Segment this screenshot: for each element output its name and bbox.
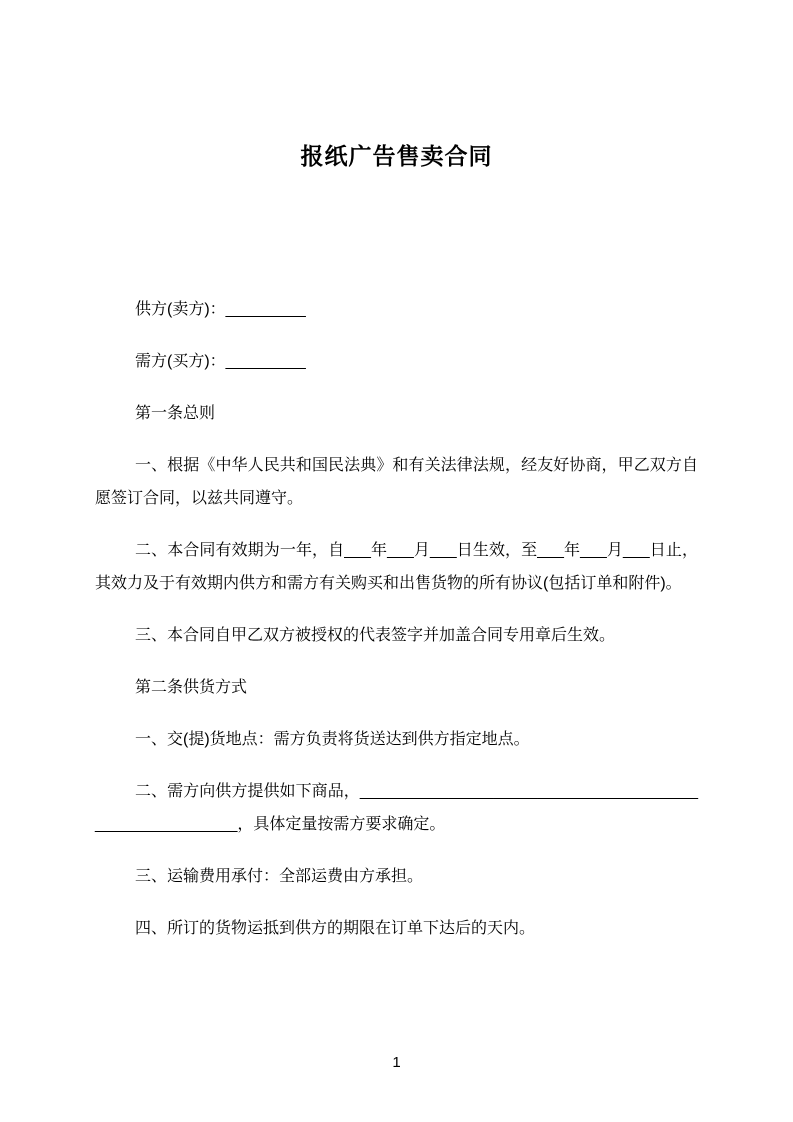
document-body (95, 293, 698, 945)
paragraph-buyer-blank: 需方(买方)：_________ (135, 353, 306, 370)
page-number: 1 (392, 1054, 401, 1071)
paragraph-article1-clause1: 一、根据《中华人民共和国民法典》和有关法律法规，经友好协商，甲乙双方自愿签订合同，以兹共同遵守。 (95, 457, 698, 507)
paragraph-article1-clause3: 三、本合同自甲乙双方被授权的代表签字并加盖合同专用章后生效。 (135, 627, 616, 644)
paragraph-article2-clause4: 四、所订的货物运抵到供方的期限在订单下达后的天内。 (135, 920, 536, 937)
paragraph-supplier-blank: 供方(卖方)：_________ (135, 301, 306, 318)
document-title: 报纸广告售卖合同 (300, 143, 493, 169)
paragraph-article2-heading: 第二条供货方式 (135, 679, 248, 696)
paragraph-article2-clause1: 一、交(提)货地点：需方负责将货送达到供方指定地点。 (135, 731, 530, 748)
paragraph-article1-clause2: 二、本合同有效期为一年，自___年___月___日生效，至___年___月___日止，其效力及于有效期内供方和需方有关购买和出售货物的所有协议(包括订单和附件)。 (95, 542, 698, 592)
paragraph-article2-clause2: 二、需方向供方提供如下商品，______________________________________________________，具体定量按需方要求确定。 (95, 783, 698, 833)
paragraph-article2-clause3: 三、运输费用承付：全部运费由方承担。 (135, 868, 424, 885)
paragraph-article1-heading: 第一条总则 (135, 405, 216, 422)
